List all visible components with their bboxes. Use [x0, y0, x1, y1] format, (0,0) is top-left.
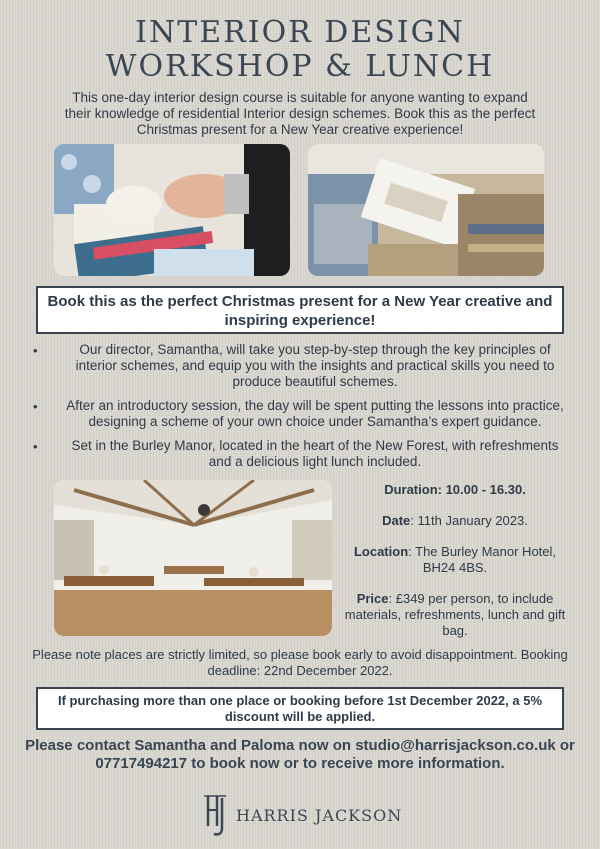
bullet-text: After an introductory session, the day will be spent putting the lessons into practice, designing a scheme of your own choice under Samantha’s expert guidance.: [66, 398, 564, 429]
bullet-icon: •: [33, 343, 38, 358]
harris-jackson-logo: [190, 794, 410, 838]
date-value: : 11th January 2023.: [410, 513, 528, 528]
brand-name: HARRIS JACKSON: [236, 806, 403, 825]
fabric-samples-photo: [54, 144, 290, 276]
booking-note: Please note places are strictly limited, so please book early to avoid disappointment. Booking deadline: 22nd December 2022.: [32, 647, 568, 678]
title-line-2: WORKSHOP & LUNCH: [105, 49, 495, 84]
price-label: Price: [356, 591, 389, 606]
christmas-callout: Book this as the perfect Christmas present for a New Year creative and inspiring experience!: [36, 286, 564, 334]
course-bullets: [30, 342, 590, 478]
venue-photo: [54, 480, 332, 636]
intro-text: This one-day interior design course is suitable for anyone wanting to expand their knowledge of residential Interior design schemes. Book this as the perfect Christmas present for a New Year creative experience!: [64, 90, 536, 137]
duration-value: 10.00 - 16.30.: [441, 482, 526, 497]
duration-label: Duration:: [384, 482, 442, 497]
bullet-text: Set in the Burley Manor, located in the heart of the New Forest, with refreshments and a delicious light lunch included.: [71, 438, 559, 469]
swatches-photo: [308, 144, 544, 276]
discount-callout: If purchasing more than one place or booking before 1st December 2022, a 5% discount will be applied.: [36, 687, 564, 730]
location-line: [340, 544, 570, 576]
location-label: Location: [353, 544, 409, 559]
list-item: [30, 342, 590, 390]
bullet-icon: •: [33, 439, 38, 454]
bullet-icon: •: [33, 399, 38, 414]
date-label: Date: [382, 513, 411, 528]
hj-monogram-icon: [200, 794, 230, 838]
title-line-1: INTERIOR DESIGN: [135, 15, 465, 50]
list-item: [30, 438, 590, 470]
date-line: [340, 513, 570, 529]
bullet-text: Our director, Samantha, will take you step-by-step through the key principles of interior schemes, and equip you with the insights and practical skills you need to produce beautiful schemes.: [75, 342, 555, 389]
event-details: [340, 482, 570, 654]
duration-line: [340, 482, 570, 498]
list-item: [30, 398, 590, 430]
page-title: [0, 16, 600, 84]
price-line: [340, 591, 570, 639]
contact-text: Please contact Samantha and Paloma now on studio@harrisjackson.co.uk or 07717494217 to book now or to receive more information.: [25, 737, 575, 772]
price-value: : £349 per person, to include materials, refreshments, lunch and gift bag.: [344, 591, 566, 638]
location-value: : The Burley Manor Hotel, BH24 4BS.: [408, 544, 557, 575]
